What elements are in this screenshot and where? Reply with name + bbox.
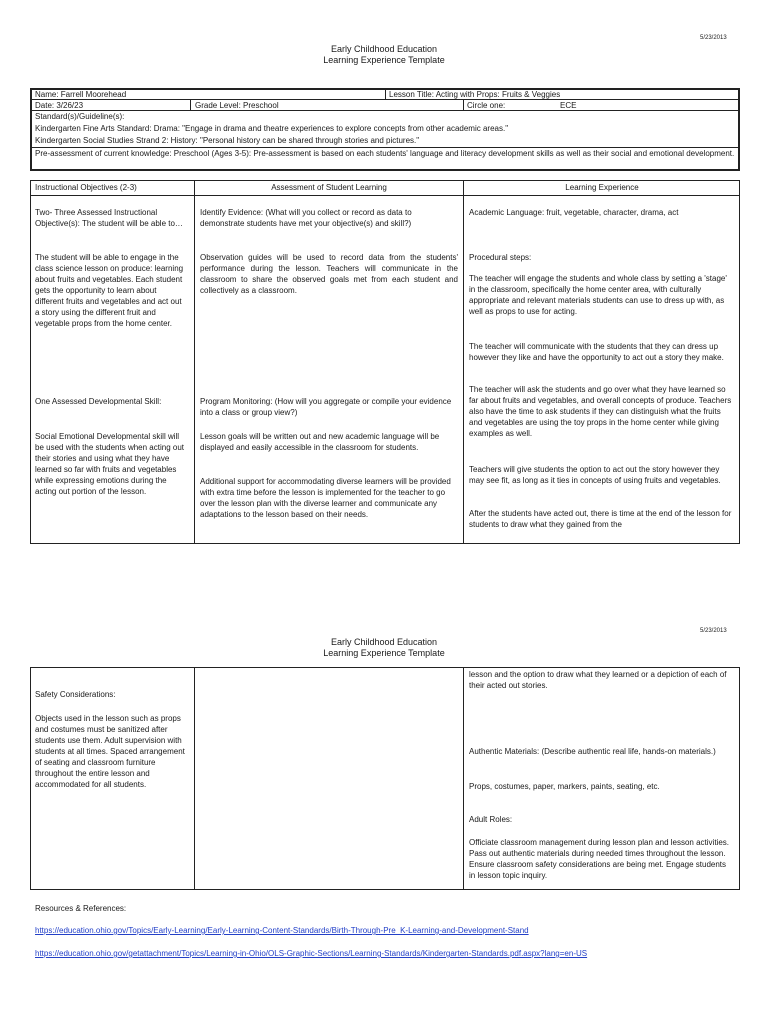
observation-guides: Observation guides will be used to record data from the students' performance during the lesson. Teachers will communicate in the classroom to share the observed goals met from each student and collectively as a classroom. <box>200 253 458 295</box>
resource-link-kindergarten-standards[interactable]: https://education.ohio.gov/getattachment/Topics/Learning-in-Ohio/OLS-Graphic-Sections/Learning-Standards/Kindergarten-Standards.pdf.aspx?lang=en-US <box>35 949 588 958</box>
objectives-heading: Two- Three Assessed Instructional Objective(s): The student will be able to… <box>35 208 183 228</box>
standard-fine-arts: Kindergarten Fine Arts Standard: Drama: "Engage in drama and theatre experiences to explore concepts from other academic areas." <box>35 124 509 133</box>
objectives-body: The student will be able to engage in the class science lesson on produce: learning about fruits and vegetables. Each student gets the opportunity to learn about different fruits and vegetables and act out a story using the different fruit and vegetable props from the home center. <box>35 253 184 328</box>
resource-link-ohio-early-learning[interactable]: https://education.ohio.gov/Topics/Early-Learning/Early-Learning-Content-Standards/Birth-Through-Pre_K-Learning-and-Development-Stand <box>35 926 529 935</box>
column-header-experience: Learning Experience <box>565 183 639 192</box>
safety-heading: Safety Considerations: <box>35 690 116 699</box>
page-date: 5/23/2013 <box>700 628 727 634</box>
teacher-name: Name: Farrell Moorehead <box>35 90 127 99</box>
standard-social-studies: Kindergarten Social Studies Strand 2: History: "Personal history can be shared through stories and pictures." <box>35 136 420 145</box>
additional-support: Additional support for accommodating diverse learners will be provided with extra time before the lesson is implemented for the teacher to go over the lesson plan with the diverse learner and communicate any adaptations to the lesson based on their needs. <box>200 477 451 519</box>
developmental-skill-heading: One Assessed Developmental Skill: <box>35 397 162 406</box>
adult-roles-body: Officiate classroom management during lesson plan and lesson activities. Pass out authentic materials during needed times throughout the lesson. Ensure classroom safety considerations are being met. Engage students in lesson topic inquiry. <box>469 838 729 880</box>
adult-roles-heading: Adult Roles: <box>469 815 513 824</box>
academic-language: Academic Language: fruit, vegetable, character, drama, act <box>469 208 679 217</box>
doc-title: Early Childhood Education <box>330 44 438 54</box>
lesson-continuation: lesson and the option to draw what they learned or a depiction of each of their acted out stories. <box>469 670 727 690</box>
preassessment: Pre-assessment of current knowledge: Preschool (Ages 3-5): Pre-assessment is based on each students' language and literacy development skills as well as their social and emotional development. <box>35 149 735 158</box>
doc-subtitle: Learning Experience Template <box>323 648 445 658</box>
doc-subtitle: Learning Experience Template <box>323 55 445 65</box>
standards-label: Standard(s)/Guideline(s): <box>35 112 125 121</box>
lesson-title: Lesson Title: Acting with Props: Fruits & Veggies <box>389 90 561 99</box>
program-monitoring: Program Monitoring: (How will you aggregate or compile your evidence into a class or group view?) <box>200 397 452 417</box>
procedural-steps-heading: Procedural steps: <box>469 253 532 262</box>
procedural-step-1: The teacher will engage the students and whole class by setting a 'stage' in the classroom, specifically the home center area, with culturally appropriate and relevant materials students can use to dress up with, as well as props to use for acting. <box>469 274 727 316</box>
procedural-step-2: The teacher will communicate with the students that they can dress up however they like and have the opportunity to act out a story they make. <box>469 342 724 362</box>
column-header-assessment: Assessment of Student Learning <box>271 183 387 192</box>
authentic-materials-body: Props, costumes, paper, markers, paints, seating, etc. <box>469 782 660 791</box>
procedural-step-5: After the students have acted out, there is time at the end of the lesson for students to draw what they gained from the <box>469 509 732 529</box>
doc-title: Early Childhood Education <box>330 637 438 647</box>
authentic-materials-heading: Authentic Materials: (Describe authentic real life, hands-on materials.) <box>469 747 716 756</box>
procedural-step-4: Teachers will give students the option to act out the story however they may see fit, as long as it ties in concepts of using fruits and vegetables. <box>469 465 721 485</box>
circle-one-label: Circle one: <box>467 101 506 110</box>
lesson-goals: Lesson goals will be written out and new academic language will be displayed and easily accessible in the classroom for students. <box>200 432 440 452</box>
circle-one-value: ECE <box>560 101 577 110</box>
developmental-skill-body: Social Emotional Developmental skill will be used with the students when acting out their stories and using what they have learned so far with fruits and vegetables while expressing emotions during the acting out portion of the lesson. <box>35 432 184 496</box>
resources-label: Resources & References: <box>35 904 127 913</box>
grade-level: Grade Level: Preschool <box>195 101 279 110</box>
safety-body: Objects used in the lesson such as props and costumes must be sanitized after students use them. Adult supervision with students at all times. Spaced arrangement of seating and classroom furniture throughout the entire lesson and accommodated for all students. <box>35 714 185 789</box>
identify-evidence: Identify Evidence: (What will you collect or record as data to demonstrate students have met your objective(s) and skill?) <box>200 208 412 228</box>
lesson-date: Date: 3/26/23 <box>35 101 84 110</box>
procedural-step-3: The teacher will ask the students and go over what they have learned so far about fruits and vegetables, and overall concepts of produce. Teachers also have the time to ask students if they can distinguish what the fruits and vegetables are using the toy props in the home center while giving examples as well. <box>469 385 732 438</box>
page-date: 5/23/2013 <box>700 35 727 41</box>
column-header-objectives: Instructional Objectives (2-3) <box>35 183 137 192</box>
